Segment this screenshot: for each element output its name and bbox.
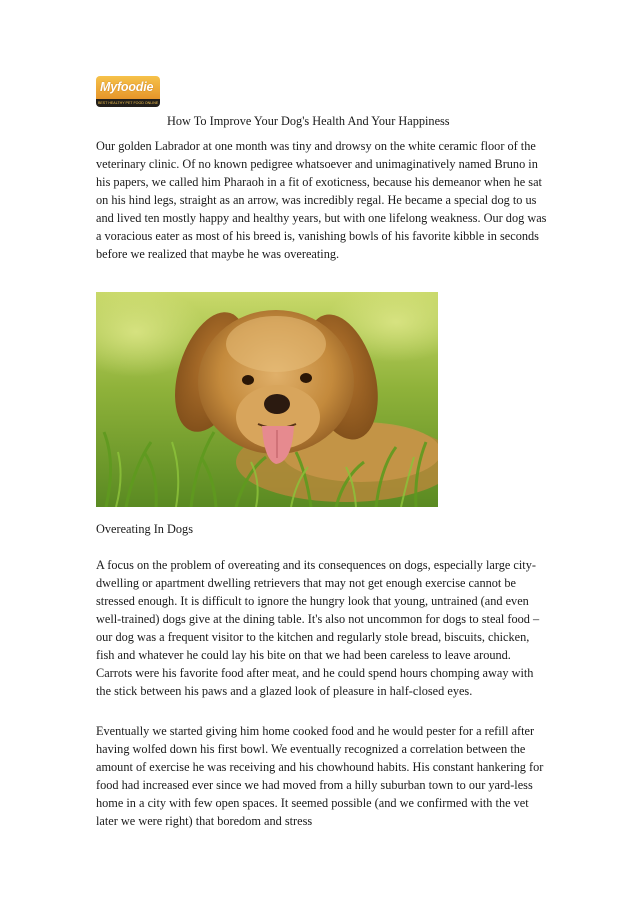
article-title: How To Improve Your Dog's Health And Your Happiness bbox=[167, 114, 450, 128]
logo-brand-text: Myfoodie bbox=[100, 80, 154, 94]
section-heading: Overeating In Dogs bbox=[96, 522, 193, 536]
myfoodie-logo bbox=[96, 76, 160, 107]
intro-paragraph: Our golden Labrador at one month was tiny and drowsy on the white ceramic floor of the veterinary clinic. Of no known pedigree whatsoever and unimaginatively named Bruno in his papers, we called him Pharaoh in a fit of exoticness, because his demeanor when he sat on his hind legs, straight as an arrow, was incredibly regal. He became a special dog to us and lived ten mostly happy and healthy years, but with one lifelong weakness. Our dog was a voracious eater as most of his breed is, vanishing bowls of his favorite kibble in seconds before we realized that maybe he was overeating. bbox=[96, 139, 547, 261]
body-paragraph-3: Eventually we started giving him home cooked food and he would pester for a refill after having wolfed down his first bowl. We eventually recognized a correlation between the amount of exercise he was receiving and his chowhound habits. His constant hankering for food had increased ever since we had moved from a hilly suburban town to our yard-less home in a city with few open spaces. It seemed possible (and we confirmed with the vet later we were right) that boredom and stress bbox=[96, 724, 544, 828]
logo-tagline: BEST HEALTHY PET FOOD ONLINE bbox=[98, 101, 158, 105]
dog-photo bbox=[96, 292, 438, 507]
body-paragraph-2: A focus on the problem of overeating and its consequences on dogs, especially large city-dwelling or apartment dwelling retrievers that may not get enough exercise cannot be stressed enough. It is difficult to ignore the hungry look that young, untrained (and even well-trained) dogs give at the dining table. It's also not uncommon for dogs to steal food – our dog was a frequent visitor to the kitchen and regularly stole bread, biscuits, chicken, fish and whatever he could lay his bite on that we had been careless to leave around. Carrots were his favorite food after meat, and he could spend hours chomping away with the stick between his paws and a glazed look of pleasure in half-closed eyes. bbox=[96, 558, 540, 698]
